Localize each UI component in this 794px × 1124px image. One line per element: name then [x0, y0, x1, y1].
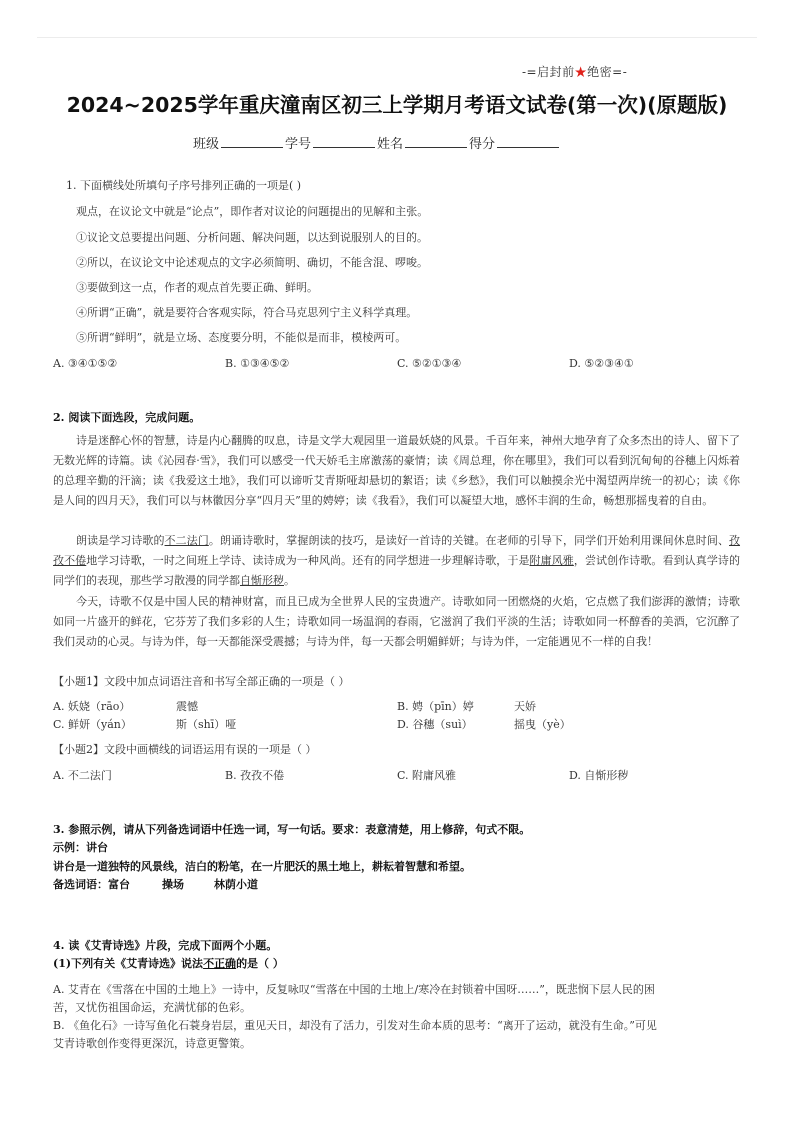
q1-stem: 1. 下面横线处所填句子序号排列正确的一项是( ) [66, 179, 302, 192]
q4-stem: 4. 读《艾青诗选》片段，完成下面两个小题。 [53, 939, 278, 952]
top-divider [37, 37, 757, 38]
q4-sub1-text-a: (1)下列有关《艾青诗选》说法 [53, 957, 204, 970]
score-blank[interactable] [497, 135, 559, 148]
student-info-row [193, 133, 561, 152]
q2-stem: 2. 阅读下面选段，完成问题。 [53, 411, 201, 424]
name-label: 姓名 [377, 137, 404, 152]
q4-sub1-underlined: 不正确 [203, 957, 237, 970]
q3-candidates [53, 878, 258, 892]
q4-sub1-text-b: 的是（ ） [236, 957, 284, 970]
class-label: 班级 [193, 137, 220, 152]
q1-line-1: ①议论文总要提出问题、分析问题、解决问题，以达到说服别人的目的。 [76, 231, 428, 244]
q4-option-b-line1[interactable]: B. 《鱼化石》一诗写鱼化石蓑身岩层，重见天日，却没有了活力，引发对生命本质的思考：“离开了运动，就没有生命。”可见 [53, 1019, 657, 1032]
seal-right-text: 绝密=- [587, 65, 628, 79]
q1-option-c[interactable]: C. ⑤②①③④ [397, 357, 462, 370]
q1-option-b[interactable]: B. ①③④⑤② [225, 357, 290, 370]
candidates-label: 备选词语： [53, 878, 108, 891]
sub1-option-d-word: 摇曳（yè） [514, 718, 571, 731]
q2-sub1-stem: 【小题1】文段中加点词语注音和书写全部正确的一项是（ ） [53, 675, 350, 688]
confidential-seal [522, 63, 627, 80]
sub1-option-b[interactable]: B. 娉（pīn）婷 [397, 700, 474, 713]
q4-option-a-line2: 苦，又忧伤祖国命运，充满忧郁的色彩。 [53, 1001, 251, 1014]
seal-left-text: -=启封前 [522, 65, 575, 79]
q3-stem: 3. 参照示例，请从下列备选词语中任选一词，写一句话。要求：表意清楚，用上修辞，句式不限。 [53, 823, 531, 836]
q1-line-3: ③要做到这一点，作者的观点首先要正确、鲜明。 [76, 281, 318, 294]
q1-line-5: ⑤所谓“鲜明”，就是立场、态度要分明，不能似是而非，模棱两可。 [76, 331, 407, 344]
q3-example-label: 示例：讲台 [53, 841, 108, 854]
underlined-phrase-2: 孜孜不倦 [53, 534, 741, 567]
q1-line-2: ②所以，在议论文中论述观点的文字必须简明、确切，不能含混、啰唆。 [76, 256, 428, 269]
q4-option-a-line1[interactable]: A. 艾青在《雪落在中国的土地上》一诗中，反复咏叹“雪落在中国的土地上/寒冷在封锁着中国呀……”，既悲悯下层人民的困 [53, 983, 655, 996]
sub2-option-a[interactable]: A. 不二法门 [53, 769, 112, 782]
q2-paragraph-3: 今天，诗歌不仅是中国人民的精神财富，而且已成为全世界人民的宝贵遗产。诗歌如同一团燃烧的火焰，它点燃了我们澎湃的激情；诗歌如同一片盛开的鲜花，它芬芳了我们多彩的人生；诗歌如同一场温润的春雨，它滋润了我们平淡的生活；诗歌如同一杯醇香的美酒，它沉醉了我们灵动的心灵。与诗为伴，每一天都能深受震撼；与诗为伴，每一天都会明媚鲜妍；与诗为伴，一定能遇见不一样的自我！ [53, 595, 740, 648]
q4-option-b-line2: 艾青诗歌创作变得更深沉，诗意更警策。 [53, 1037, 251, 1050]
q1-option-a[interactable]: A. ③④①⑤② [53, 357, 118, 370]
sub2-option-d[interactable]: D. 自惭形秽 [569, 769, 629, 782]
sub2-option-c[interactable]: C. 附庸风雅 [397, 769, 457, 782]
candidate-word: 林荫小道 [214, 878, 258, 891]
candidate-word: 操场 [162, 878, 184, 891]
q1-line-0: 观点，在议论文中就是“论点”，即作者对议论的问题提出的见解和主张。 [76, 205, 429, 218]
p2-text-a: 朗读是学习诗歌的 [76, 534, 165, 547]
q4-sub1-stem [53, 957, 284, 971]
sub2-option-b[interactable]: B. 孜孜不倦 [225, 769, 285, 782]
candidate-word: 富台 [108, 878, 130, 891]
class-blank[interactable] [221, 135, 283, 148]
id-blank[interactable] [313, 135, 375, 148]
exam-title: 2024~2025学年重庆潼南区初三上学期月考语文试卷(第一次)(原题版) [66, 93, 728, 117]
sub1-option-b-word: 天娇 [514, 700, 536, 713]
star-icon: ★ [574, 65, 588, 79]
sub1-option-c-word: 斯（shī）哑 [176, 718, 237, 731]
underlined-phrase-4: 自惭形秽 [240, 574, 284, 587]
q1-line-4: ④所谓“正确”，就是要符合客观实际，符合马克思列宁主义科学真理。 [76, 306, 418, 319]
underlined-phrase-3: 附庸风雅 [529, 554, 574, 567]
sub1-option-d[interactable]: D. 谷穗（suì） [397, 718, 473, 731]
sub1-option-c[interactable]: C. 鲜妍（yán） [53, 718, 132, 731]
q2-paragraph-1: 诗是迷醉心怀的智慧，诗是内心翻腾的叹息，诗是文学大观园里一道最妖娆的风景。千百年来，神州大地孕育了众多杰出的诗人、留下了无数光辉的诗篇。读《沁园春·雪》，我们可以感受一代天娇毛主席激荡的豪情；读《周总理，你在哪里》，我们可以看到沉甸甸的谷穗上闪烁着的总理辛勤的汗滴；读《我爱这土地》，我们可以谛听艾青斯哑却悬切的絮语；读《乡愁》，我们可以触摸余光中渴望两岸统一的初心；读《你是人间的四月天》，我们可以与林徽因分享“四月天”里的娉婷；读《我看》，我们可以凝望大地，感怀丰润的生命，畅想那摇曳着的自由。 [53, 434, 740, 507]
name-blank[interactable] [405, 135, 467, 148]
p2-text-b: 。朗诵诗歌时，掌握朗读的技巧，是读好一首诗的关键。在老师的引导下，同学们开始利用课间休息时间、 [208, 534, 730, 547]
p2-text-e: 。 [284, 574, 295, 587]
underlined-phrase-1: 不二法门 [164, 534, 209, 547]
score-label: 得分 [469, 137, 496, 152]
q1-option-d[interactable]: D. ⑤②③④① [569, 357, 634, 370]
p2-text-d: ，尝试创作诗歌。看到认真学诗的同学们的表现，那些学习散漫的同学都 [53, 554, 741, 587]
sub1-option-a[interactable]: A. 妖娆（rāo） [53, 700, 131, 713]
p2-text-c: 地学习诗歌，一时之间班上学诗、读诗成为一种风尚。还有的同学想进一步理解诗歌，于是 [86, 554, 530, 567]
q2-paragraph-2 [53, 531, 740, 591]
q2-sub2-stem: 【小题2】文段中画横线的词语运用有误的一项是（ ） [53, 743, 317, 756]
sub1-option-a-word: 震憾 [176, 700, 198, 713]
id-label: 学号 [285, 137, 312, 152]
q3-example-text: 讲台是一道独特的风景线，洁白的粉笔，在一片肥沃的黑土地上，耕耘着智慧和希望。 [53, 860, 471, 873]
